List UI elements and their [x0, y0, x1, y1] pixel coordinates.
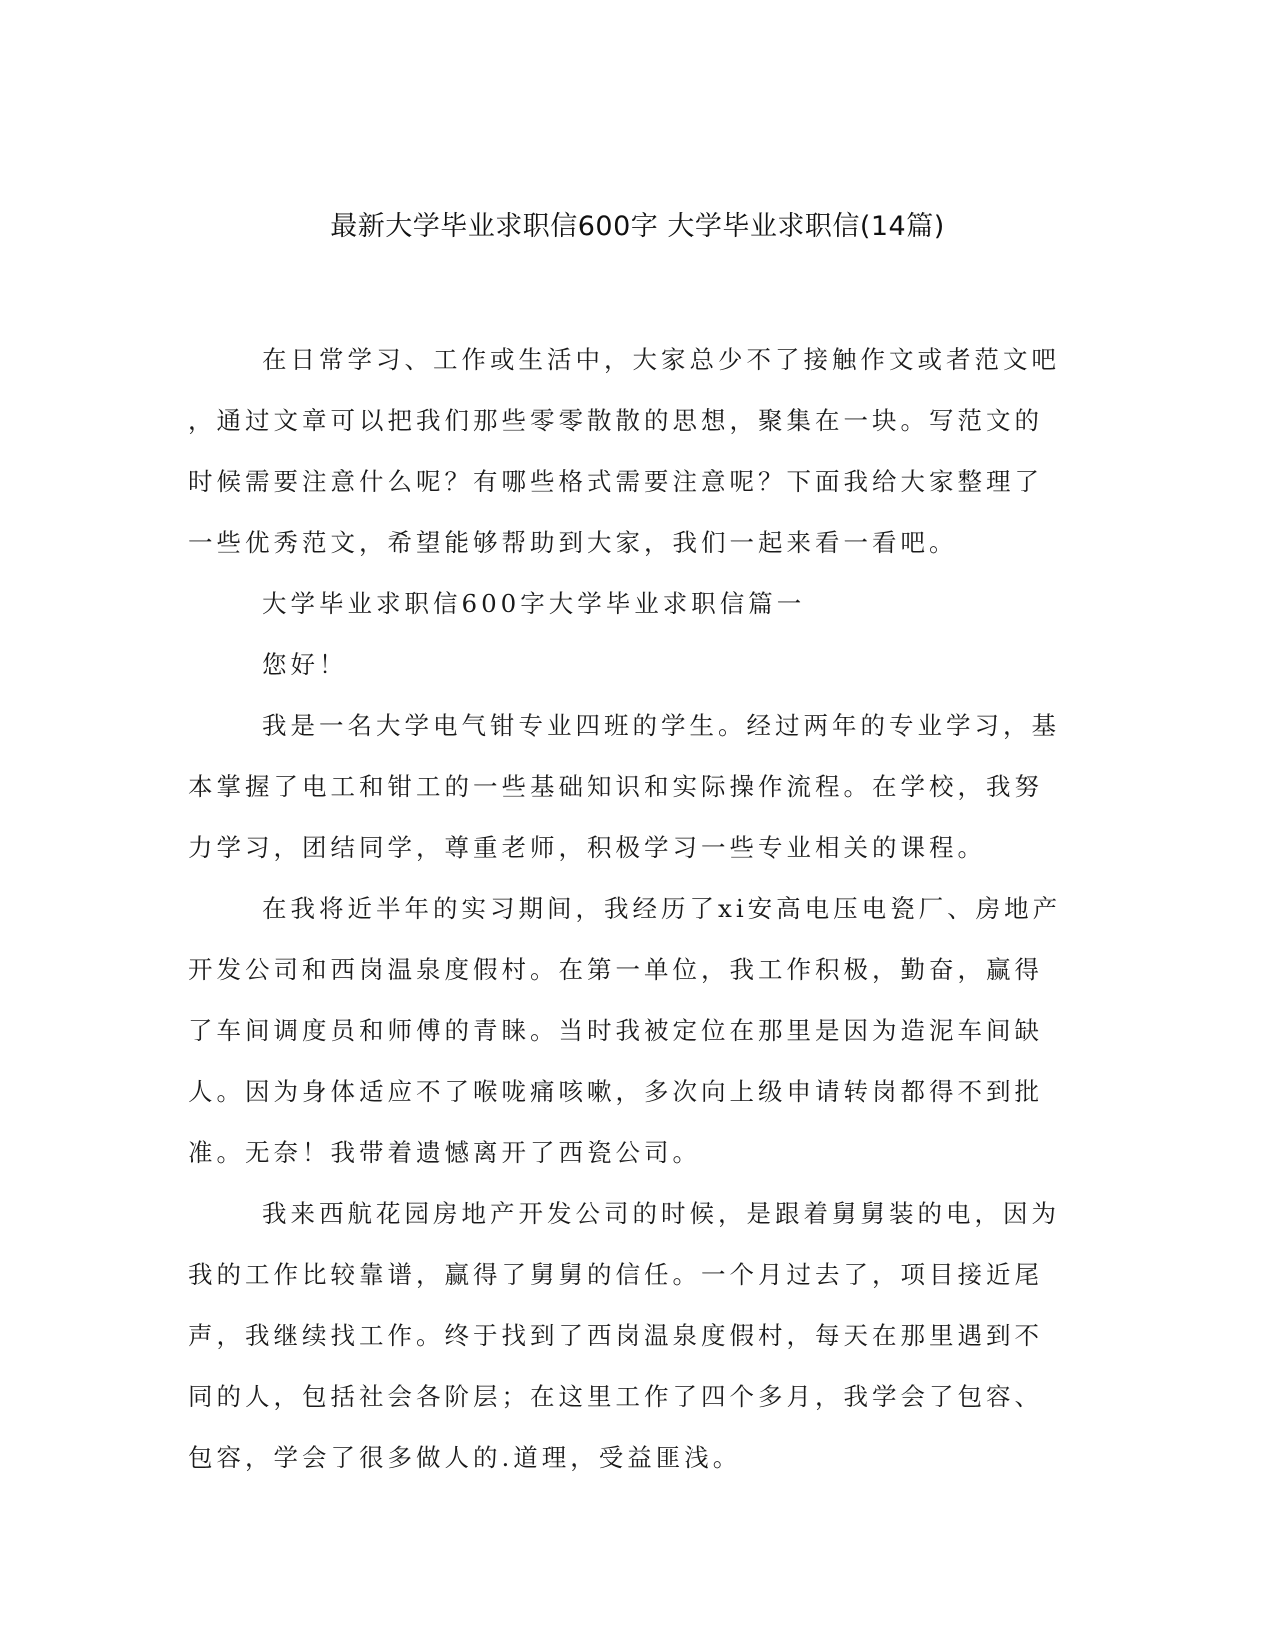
greeting: 您好！: [262, 650, 348, 679]
document-body: [188, 329, 1068, 1488]
paragraph-2-line-3: 了车间调度员和师傅的青睐。当时我被定位在那里是因为造泥车间缺: [188, 1016, 1043, 1045]
paragraph-1-line-3: 力学习，团结同学，尊重老师，积极学习一些专业相关的课程。: [188, 833, 986, 862]
paragraph-3-line-1: 我来西航花园房地产开发公司的时候，是跟着舅舅装的电，因为: [262, 1199, 1060, 1228]
paragraph-1-line-2: 本掌握了电工和钳工的一些基础知识和实际操作流程。在学校，我努: [188, 772, 1043, 801]
paragraph-3-line-3: 声，我继续找工作。终于找到了西岗温泉度假村，每天在那里遇到不: [188, 1321, 1043, 1350]
paragraph-3-line-4: 同的人，包括社会各阶层；在这里工作了四个多月，我学会了包容、: [188, 1382, 1043, 1411]
paragraph-1-line-1: 我是一名大学电气钳专业四班的学生。经过两年的专业学习，基: [262, 711, 1060, 740]
paragraph-2-line-4: 人。因为身体适应不了喉咙痛咳嗽，多次向上级申请转岗都得不到批: [188, 1077, 1043, 1106]
paragraph-2-line-2: 开发公司和西岗温泉度假村。在第一单位，我工作积极，勤奋，赢得: [188, 955, 1043, 984]
paragraph-3-line-2: 我的工作比较靠谱，赢得了舅舅的信任。一个月过去了，项目接近尾: [188, 1260, 1043, 1289]
paragraph-intro-line-2: ，通过文章可以把我们那些零零散散的思想，聚集在一块。写范文的: [188, 406, 1043, 435]
paragraph-intro-line-3: 时候需要注意什么呢？有哪些格式需要注意呢？下面我给大家整理了: [188, 467, 1043, 496]
paragraph-2-line-1: 在我将近半年的实习期间，我经历了xi安高电压电瓷厂、房地产: [262, 894, 1062, 923]
section-heading: 大学毕业求职信600字大学毕业求职信篇一: [262, 589, 806, 618]
document-title: 最新大学毕业求职信600字 大学毕业求职信(14篇): [330, 211, 945, 242]
paragraph-2-line-5: 准。无奈！我带着遗憾离开了西瓷公司。: [188, 1138, 701, 1167]
paragraph-intro-line-4: 一些优秀范文，希望能够帮助到大家，我们一起来看一看吧。: [188, 528, 958, 557]
paragraph-intro-line-1: 在日常学习、工作或生活中，大家总少不了接触作文或者范文吧: [262, 345, 1060, 374]
paragraph-3-line-5: 包容，学会了很多做人的.道理，受益匪浅。: [188, 1443, 742, 1472]
